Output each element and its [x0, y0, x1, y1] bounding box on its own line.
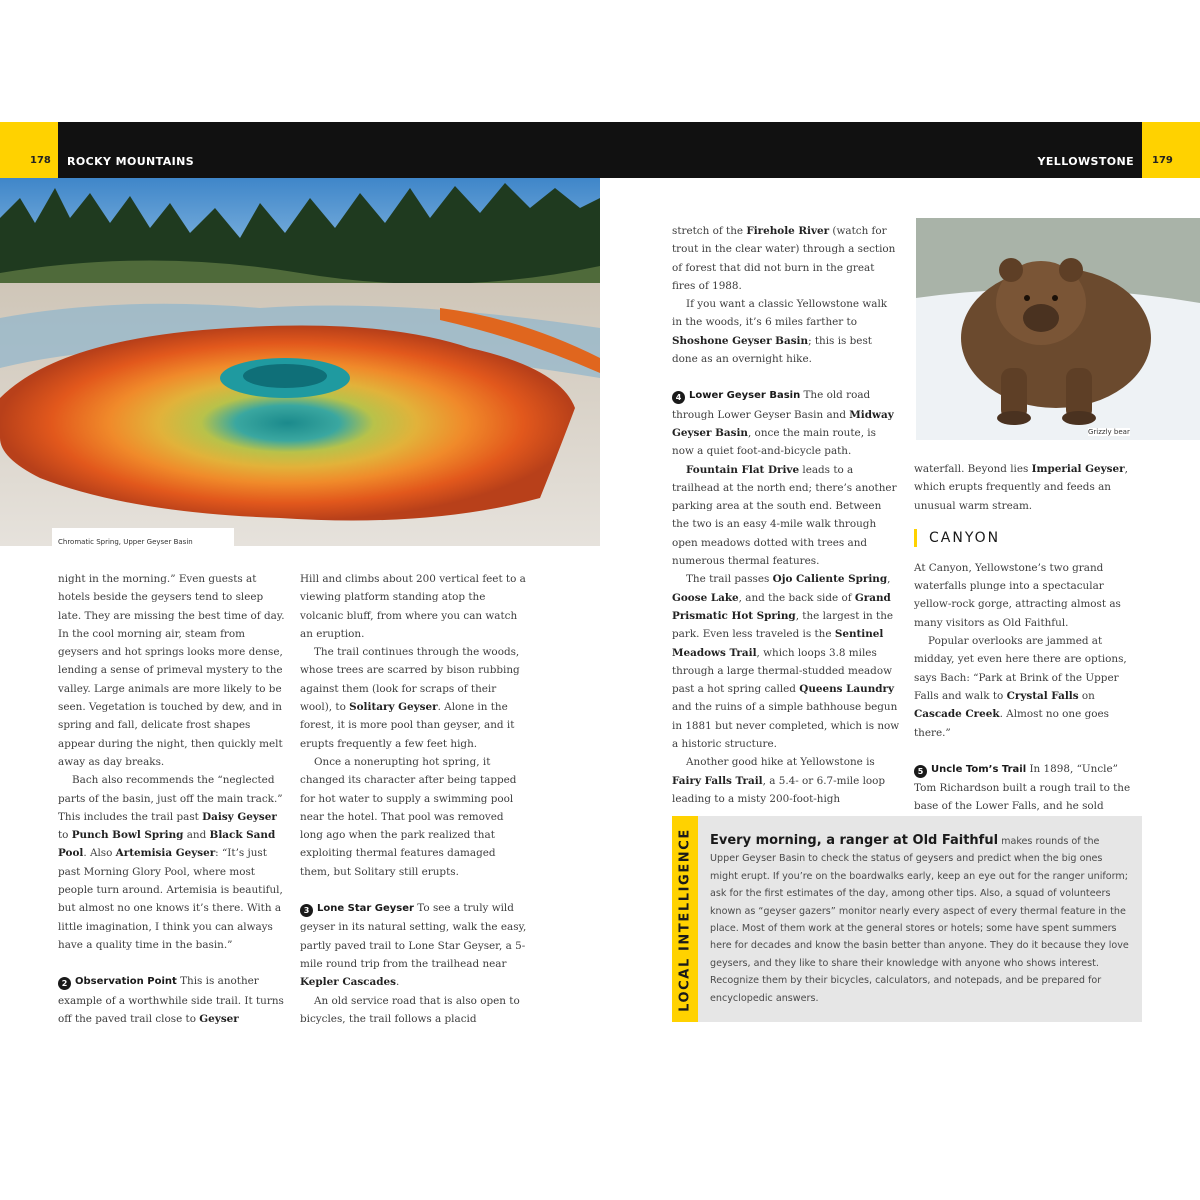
paragraph: waterfall. Beyond lies Imperial Geyser, which erupts frequently and feeds an unusual warm stream. — [914, 463, 1128, 512]
text-column-2 — [300, 570, 528, 1028]
poi-number-badge: 5 — [914, 765, 927, 778]
paragraph: At Canyon, Yellowstone’s two grand waterfalls plunge into a spectacular yellow-rock gorge, attracting almost as many visitors as Old Faithful. — [914, 561, 1121, 629]
poi-lower-geyser-basin: 4 Lower Geyser Basin The old road through Lower Geyser Basin and Midway Geyser Basin, once the main route, is now a quiet foot-and-bicycle path. — [672, 389, 894, 458]
poi-title: Lower Geyser Basin — [689, 390, 801, 402]
poi-title: Observation Point — [75, 976, 177, 988]
left-page-number: 178 — [30, 155, 51, 166]
text-column-3 — [672, 222, 900, 808]
paragraph: Fountain Flat Drive leads to a trailhead at the north end; there’s another parking area at the south end. Between the two is an easy 4-mile walk through open meadows dotted with trees and numerous thermal features. — [672, 463, 897, 568]
canyon-heading: CANYON — [914, 529, 1142, 547]
poi-title: Lone Star Geyser — [317, 903, 414, 915]
paragraph: The trail passes Ojo Caliente Spring, Goose Lake, and the back side of Grand Prismatic Hot Spring, the largest in the park. Even less traveled is the Sentinel Meadows Trail, which loops 3.8 miles through a large thermal-studded meadow past a hot spring called Queens Laundry and the ruins of a simple bathhouse begun in 1881 but never completed, which is now a historic structure. — [672, 573, 900, 751]
text-column-1 — [58, 570, 286, 1028]
left-section-title: ROCKY MOUNTAINS — [67, 155, 195, 168]
header-accent-left — [0, 122, 58, 178]
bear-photo-caption: Grizzly bear — [1088, 428, 1130, 436]
paragraph: If you want a classic Yellowstone walk in the woods, it’s 6 miles farther to Shoshone Geyser Basin; this is best done as an overnight hike. — [672, 298, 888, 366]
header-accent-right — [1142, 122, 1200, 178]
poi-uncle-toms-trail: 5 Uncle Tom’s Trail In 1898, “Uncle” Tom Richardson built a rough trail to the base of the Lower Falls, and he sold — [914, 762, 1131, 813]
paragraph: Bach also recommends the “neglected parts of the basin, just off the main track.” This includes the trail past Daisy Geyser to Punch Bowl Spring and Black Sand Pool. Also Artemisia Geyser: “It’s just past Morning Glory Pool, where most people turn around. Artemisia is beautiful, but almost no one knows it’s there. With a little imagination, I think you can always have a quality time in the basin.” — [58, 774, 283, 951]
poi-number-badge: 2 — [58, 977, 71, 990]
paragraph: Hill and climbs about 200 vertical feet to a viewing platform standing atop the volcanic bluff, from where you can watch an eruption. — [300, 573, 526, 640]
spring-photo-caption: Chromatic Spring, Upper Geyser Basin — [52, 528, 234, 548]
paragraph: An old service road that is also open to bicycles, the trail follows a placid — [300, 994, 520, 1025]
poi-number-badge: 3 — [300, 904, 313, 917]
paragraph: Once a nonerupting hot spring, it changed its character after being tapped for hot water to supply a swimming pool near the hotel. That pool was removed long ago when the park realized that exploiting thermal features damaged them, but Solitary still erupts. — [300, 755, 517, 878]
paragraph: Popular overlooks are jammed at midday, yet even here there are options, says Bach: “Park at Brink of the Upper Falls and walk to Crystal Falls on Cascade Creek. Almost no one goes there.” — [914, 635, 1127, 739]
right-page-number: 179 — [1152, 155, 1173, 166]
paragraph: stretch of the Firehole River (watch for trout in the clear water) through a section of forest that did not burn in the great fires of 1988. — [672, 225, 896, 292]
right-section-title: YELLOWSTONE — [1037, 155, 1134, 168]
local-intelligence-label: LOCAL INTELLIGENCE — [677, 828, 693, 1012]
paragraph: night in the morning.” Even guests at hotels beside the geysers tend to sleep late. They are missing the best time of day. In the cool morning air, steam from geysers and hot springs looks more dense, lending a sense of primeval mystery to the valley. Large animals are more likely to be seen. Vegetation is touched by dew, and in spring and fall, delicate frost shapes appear during the night, then quickly melt away as day breaks. — [58, 573, 285, 768]
poi-title: Uncle Tom’s Trail — [931, 763, 1027, 775]
poi-lone-star-geyser: 3 Lone Star Geyser To see a truly wild geyser in its natural setting, walk the easy, partly paved trail to Lone Star Geyser, a 5-mile round trip from the trailhead near Kepler Cascades. — [300, 902, 527, 989]
grizzly-bear-photo — [916, 218, 1200, 440]
local-intelligence-text: Every morning, a ranger at Old Faithful makes rounds of the Upper Geyser Basin to check the status of geysers and predict when the big ones might erupt. If you’re on the boardwalks early, keep an eye out for the ranger uniform; ask for the first estimates of the day, among other tips. Also, a squad of volunteers known as “geyser gazers” monitor nearly every aspect of every thermal feature in the place. Most of them work at the general stores or hotels; some have spent summers here for decades and know the basin better than anyone. They do it because they love geysers, and they like to share their knowledge with anyone who shows interest. Recognize them by their bicycles, calculators, and notepads, and be prepared for encyclopedic answers. — [710, 833, 1129, 1004]
local-intelligence-lead: Every morning, a ranger at Old Faithful — [710, 833, 999, 848]
paragraph: Another good hike at Yellowstone is Fairy Falls Trail, a 5.4- or 6.7-mile loop leading to a misty 200-foot-high — [672, 756, 886, 805]
poi-observation-point: 2 Observation Point This is another example of a worthwhile side trail. It turns off the paved trail close to Geyser — [58, 975, 284, 1025]
poi-number-badge: 4 — [672, 391, 685, 404]
chromatic-spring-photo — [0, 178, 600, 546]
text-column-4 — [914, 460, 1142, 816]
paragraph: The trail continues through the woods, whose trees are scarred by bison rubbing against them (look for scraps of their wool), to Solitary Geyser. Alone in the forest, it is more pool than geyser, and it erupts frequently a few feet high. — [300, 646, 520, 750]
header-bar — [58, 122, 1142, 178]
